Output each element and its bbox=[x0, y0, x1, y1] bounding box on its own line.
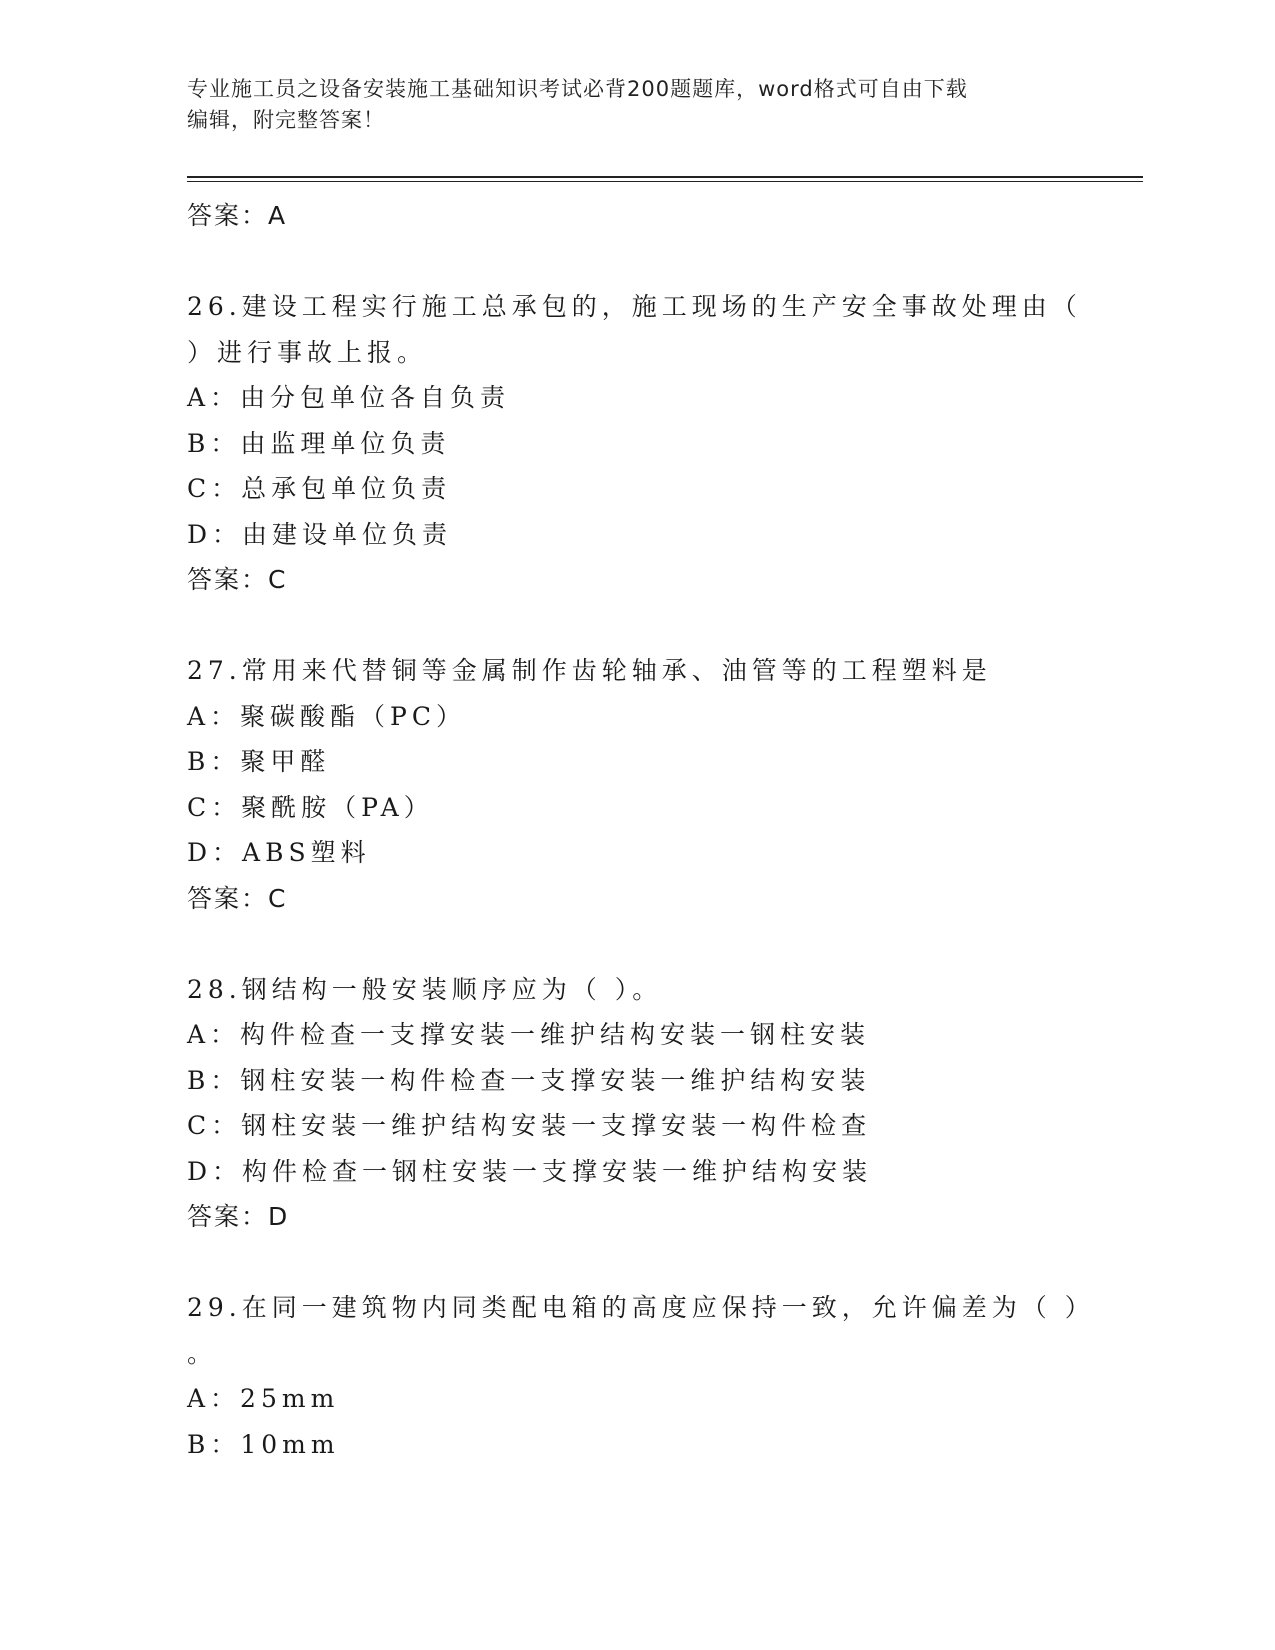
question-29 bbox=[187, 1285, 1143, 1467]
option-b: B：10mm bbox=[187, 1429, 340, 1459]
spacer bbox=[187, 1240, 1143, 1286]
option-a: A：聚碳酸酯（PC） bbox=[187, 701, 467, 731]
question-stem-line: 。 bbox=[187, 1338, 218, 1368]
option-b: B：聚甲醛 bbox=[187, 747, 331, 776]
option-d: D：ABS塑料 bbox=[187, 838, 371, 867]
spacer bbox=[187, 603, 1143, 649]
option-c: C：钢柱安装一维护结构安装一支撑安装一构件检查 bbox=[187, 1111, 872, 1140]
answer-line: 答案：C bbox=[187, 565, 288, 594]
previous-answer: 答案：A bbox=[187, 201, 288, 230]
option-c: C：聚酰胺（PA） bbox=[187, 792, 434, 822]
question-stem-line: 27.常用来代替铜等金属制作齿轮轴承、油管等的工程塑料是 bbox=[187, 656, 992, 685]
option-d: D：由建设单位负责 bbox=[187, 519, 453, 549]
answer-line: 答案：C bbox=[187, 883, 288, 913]
header-divider-thin bbox=[187, 181, 1143, 182]
question-stem-line: 29.在同一建筑物内同类配电箱的高度应保持一致，允许偏差为（ ） bbox=[187, 1293, 1095, 1322]
option-d: D：构件检查一钢柱安装一支撑安装一维护结构安装 bbox=[187, 1156, 873, 1186]
question-28 bbox=[187, 967, 1143, 1240]
document-header bbox=[187, 74, 1087, 136]
option-c: C：总承包单位负责 bbox=[187, 474, 452, 503]
option-a: A：由分包单位各自负责 bbox=[187, 383, 511, 412]
option-b: B：由监理单位负责 bbox=[187, 428, 451, 458]
spacer bbox=[187, 921, 1143, 967]
question-27 bbox=[187, 648, 1143, 921]
question-26 bbox=[187, 284, 1143, 603]
header-divider-thick bbox=[187, 176, 1143, 178]
spacer bbox=[187, 239, 1143, 285]
question-stem-line: 28.钢结构一般安装顺序应为（ ）。 bbox=[187, 974, 663, 1004]
option-a: A：构件检查一支撑安装一维护结构安装一钢柱安装 bbox=[187, 1020, 871, 1049]
question-stem-line: 26.建设工程实行施工总承包的，施工现场的生产安全事故处理由（ bbox=[187, 292, 1082, 321]
answer-line: 答案：D bbox=[187, 1202, 290, 1231]
question-stem-line: ）进行事故上报。 bbox=[187, 337, 428, 367]
option-a: A：25mm bbox=[187, 1384, 340, 1413]
option-b: B：钢柱安装一构件检查一支撑安装一维护结构安装 bbox=[187, 1065, 871, 1095]
question-content bbox=[187, 193, 1143, 1467]
header-line-2: 编辑，附完整答案！ bbox=[187, 108, 385, 132]
header-line-1: 专业施工员之设备安装施工基础知识考试必背200题题库，word格式可自由下载 bbox=[187, 77, 968, 101]
